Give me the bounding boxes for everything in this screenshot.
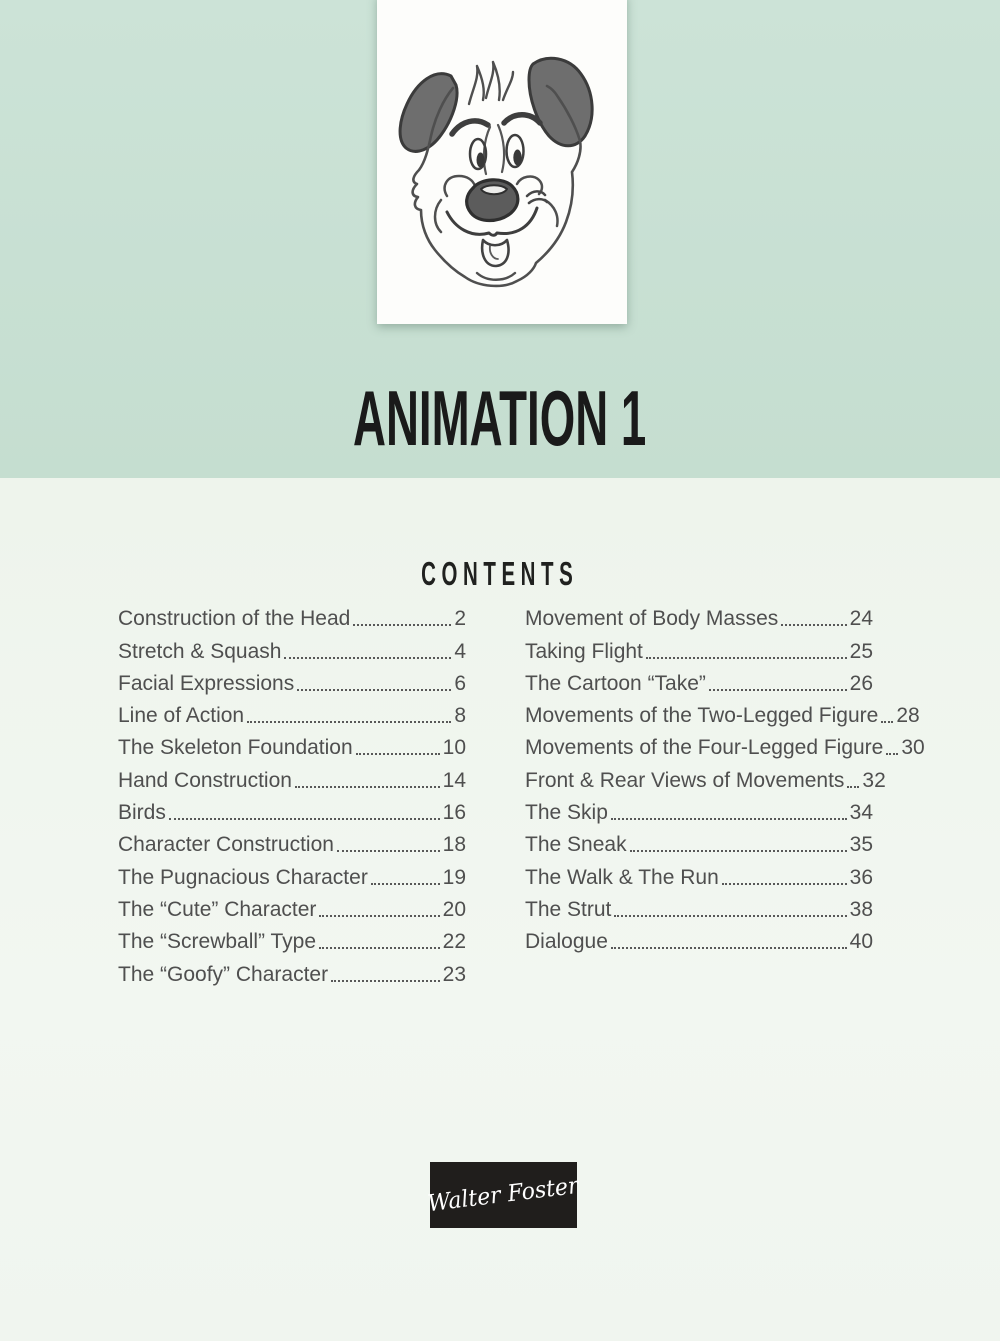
toc-entry-label: Dialogue — [525, 930, 608, 954]
toc-entry-label: The “Goofy” Character — [118, 962, 329, 986]
toc-dot-leader — [297, 689, 451, 691]
toc-entry-label: Hand Construction — [118, 768, 292, 792]
toc-dot-leader — [371, 883, 440, 885]
toc-entry-label: Front & Rear Views of Movements — [525, 768, 845, 792]
toc-entry — [118, 733, 466, 765]
toc-entry-page: 25 — [849, 639, 873, 663]
toc-entry — [525, 636, 873, 668]
toc-entry — [525, 862, 873, 894]
toc-entry — [118, 669, 466, 701]
toc-entry — [525, 927, 873, 959]
walter-foster-logo-text: Walter Foster — [426, 1172, 581, 1218]
toc-dot-leader — [295, 786, 440, 788]
dog-nose-highlight — [481, 185, 507, 194]
toc-entry-page: 38 — [849, 897, 873, 921]
toc-entry-label: Birds — [118, 801, 166, 825]
dog-right-pupil — [513, 150, 521, 166]
toc-dot-leader — [319, 915, 439, 917]
toc-entry — [525, 830, 873, 862]
toc-entry — [118, 862, 466, 894]
toc-dot-leader — [709, 689, 847, 691]
toc-dot-leader — [169, 818, 440, 820]
toc-entry-label: Character Construction — [118, 833, 334, 857]
dog-eyebrows — [452, 115, 540, 134]
toc-entry — [525, 798, 873, 830]
toc-dot-leader — [284, 657, 451, 659]
toc-entry — [118, 765, 466, 797]
toc-entry — [525, 669, 873, 701]
toc-entry-label: The Cartoon “Take” — [525, 671, 706, 695]
toc-dot-leader — [611, 947, 847, 949]
walter-foster-logo — [426, 1162, 581, 1228]
toc-entry-page: 2 — [454, 607, 466, 631]
toc-entry-label: The Strut — [525, 897, 612, 921]
toc-dot-leader — [847, 786, 859, 788]
toc-entry-page: 26 — [849, 671, 873, 695]
toc-entry-label: Movements of the Two-Legged Figure — [525, 704, 879, 728]
toc-entry-label: Movement of Body Masses — [525, 607, 779, 631]
toc-dot-leader — [611, 818, 847, 820]
toc-entry — [118, 604, 466, 636]
toc-entry-label: The Sneak — [525, 833, 627, 857]
toc-entry-label: The “Screwball” Type — [118, 930, 317, 954]
toc-entry — [525, 604, 873, 636]
dog-tongue — [482, 240, 508, 266]
toc-entry-label: The “Cute” Character — [118, 897, 317, 921]
toc-dot-leader — [722, 883, 847, 885]
toc-left-column — [118, 604, 466, 992]
toc-entry — [525, 895, 873, 927]
book-title: ANIMATION 1 — [353, 374, 647, 462]
toc-dot-leader — [881, 721, 893, 723]
toc-entry-label: The Skeleton Foundation — [118, 736, 353, 760]
toc-entry-label: Line of Action — [118, 704, 245, 728]
toc-entry — [118, 927, 466, 959]
toc-entry-page: 16 — [442, 801, 466, 825]
dog-left-pupil — [477, 153, 485, 168]
toc-entry-page: 34 — [849, 801, 873, 825]
toc-dot-leader — [337, 850, 440, 852]
toc-entry-page: 32 — [862, 768, 886, 792]
toc-entry — [118, 830, 466, 862]
dog-chin — [477, 273, 515, 280]
toc-dot-leader — [646, 657, 847, 659]
toc-entry-page: 24 — [849, 607, 873, 631]
toc-entry-page: 6 — [454, 671, 466, 695]
toc-entry-label: Stretch & Squash — [118, 639, 282, 663]
toc-entry — [118, 959, 466, 991]
toc-entry-label: Taking Flight — [525, 639, 643, 663]
dog-head-sketch — [377, 0, 627, 323]
contents-heading-row — [0, 557, 1000, 590]
toc-dot-leader — [886, 753, 898, 755]
toc-entry — [525, 733, 925, 765]
toc-entry-page: 35 — [849, 833, 873, 857]
toc-dot-leader — [614, 915, 846, 917]
toc-dot-leader — [331, 980, 440, 982]
toc-entry — [525, 701, 920, 733]
toc-dot-leader — [781, 624, 846, 626]
dog-cheek-squint — [527, 191, 547, 203]
toc-dot-leader — [630, 850, 847, 852]
toc-entry — [525, 765, 886, 797]
toc-entry — [118, 895, 466, 927]
toc-entry-page: 40 — [849, 930, 873, 954]
toc-entry-page: 14 — [442, 768, 466, 792]
toc-entry-page: 8 — [454, 704, 466, 728]
toc-entry — [118, 701, 466, 733]
dog-left-ear — [400, 74, 457, 152]
toc-entry-label: The Walk & The Run — [525, 865, 719, 889]
toc-dot-leader — [247, 721, 451, 723]
toc-entry-page: 19 — [442, 865, 466, 889]
cover-top-band — [0, 0, 1000, 478]
contents-heading: CONTENTS — [421, 555, 579, 592]
toc-dot-leader — [356, 753, 440, 755]
toc-dot-leader — [353, 624, 451, 626]
toc-entry-label: Construction of the Head — [118, 607, 351, 631]
toc-entry — [118, 798, 466, 830]
dog-sketch-card — [377, 0, 627, 324]
dog-eye-sockets — [484, 125, 504, 174]
book-title-row — [0, 374, 1000, 462]
toc-entry-label: The Skip — [525, 801, 608, 825]
toc-entry-page: 22 — [442, 930, 466, 954]
toc-entry-page: 30 — [901, 736, 925, 760]
toc-entry-label: Movements of the Four-Legged Figure — [525, 736, 884, 760]
toc-entry-page: 36 — [849, 865, 873, 889]
dog-head-tufts — [469, 62, 513, 104]
toc-entry-page: 18 — [442, 833, 466, 857]
toc-entry-page: 28 — [896, 704, 920, 728]
toc-entry-label: Facial Expressions — [118, 671, 295, 695]
toc-right-column — [525, 604, 925, 959]
toc-entry-page: 4 — [454, 639, 466, 663]
toc-entry — [118, 636, 466, 668]
toc-entry-label: The Pugnacious Character — [118, 865, 368, 889]
toc-dot-leader — [319, 947, 440, 949]
toc-entry-page: 20 — [442, 897, 466, 921]
toc-entry-page: 23 — [442, 962, 466, 986]
toc-entry-page: 10 — [442, 736, 466, 760]
